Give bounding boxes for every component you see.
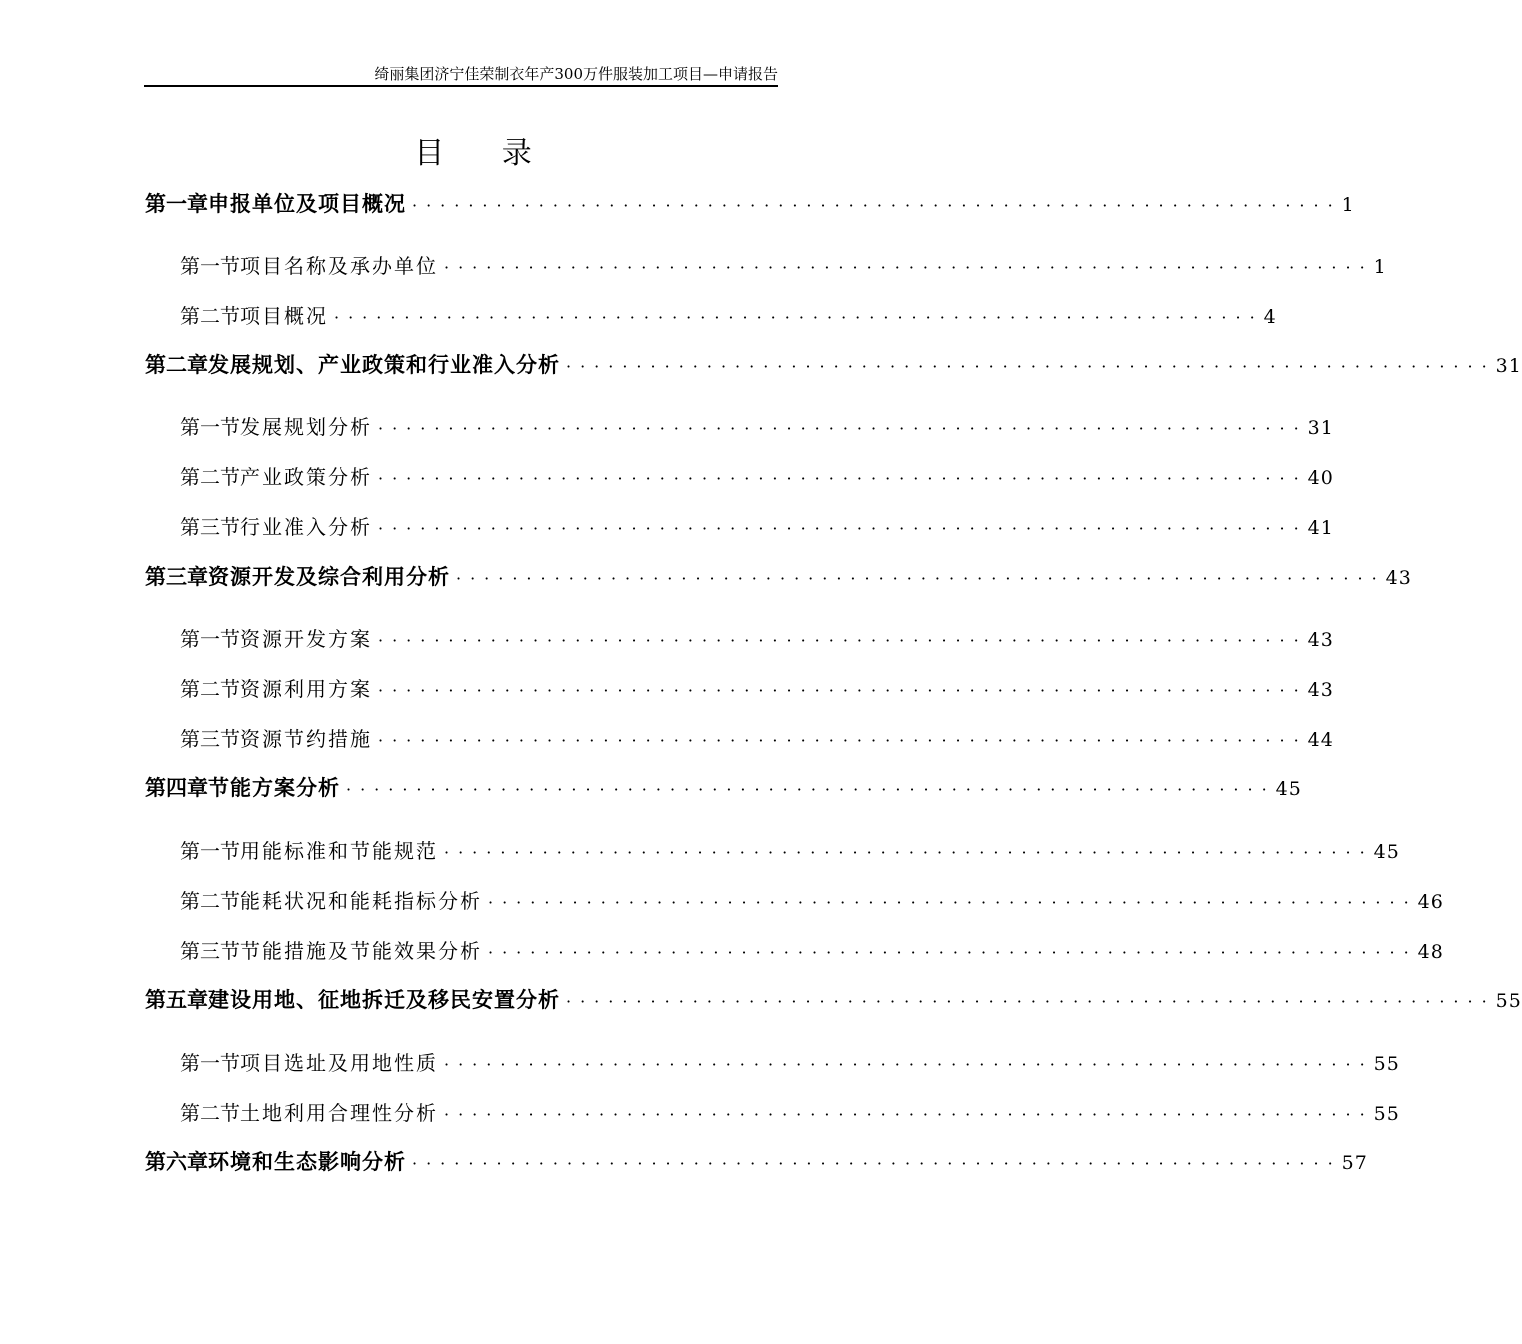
toc-entry-number: 第三节 [180, 515, 240, 539]
toc-entry-title: 用能标准和节能规范 [240, 839, 438, 863]
toc-chapter-entry[interactable] [145, 189, 1355, 219]
toc-entry-title: 土地利用合理性分析 [240, 1101, 438, 1125]
toc-leader-dots: ·································································· [566, 357, 1496, 376]
toc-page-number: 1 [1373, 256, 1387, 278]
toc-leader-dots: ·································································· [444, 1105, 1374, 1124]
toc-section-entry[interactable] [180, 1098, 1400, 1128]
toc-leader-dots: ·································································· [444, 843, 1374, 862]
toc-section-entry[interactable] [180, 886, 1444, 916]
toc-entry-title: 能耗状况和能耗指标分析 [240, 889, 482, 913]
header-rule [144, 85, 778, 87]
toc-section-entry[interactable] [180, 624, 1334, 654]
toc-section-entry[interactable] [180, 412, 1334, 442]
toc-page-number: 55 [1373, 1103, 1400, 1125]
toc-entry-number: 第二节 [180, 465, 240, 489]
toc-page-number: 43 [1307, 629, 1334, 651]
toc-section-entry[interactable] [180, 251, 1387, 281]
toc-entry-title: 资源利用方案 [240, 677, 372, 701]
toc-page-number: 45 [1275, 778, 1302, 800]
toc-leader-dots: ·································································· [378, 419, 1308, 438]
toc-chapter-entry[interactable] [145, 1147, 1368, 1177]
toc-page-number: 31 [1495, 355, 1522, 377]
toc-page-number: 57 [1341, 1152, 1368, 1174]
toc-section-entry[interactable] [180, 1048, 1400, 1078]
toc-leader-dots: ·································································· [412, 196, 1342, 215]
toc-page-number: 43 [1385, 567, 1412, 589]
toc-entry-number: 第三节 [180, 727, 240, 751]
toc-leader-dots: ·································································· [378, 681, 1308, 700]
toc-entry-title: 行业准入分析 [240, 515, 372, 539]
toc-entry-number: 第一节 [180, 415, 240, 439]
toc-leader-dots: ·································································· [378, 519, 1308, 538]
toc-entry-title: 建设用地、征地拆迁及移民安置分析 [208, 987, 560, 1012]
toc-leader-dots: ·································································· [334, 308, 1264, 327]
toc-section-entry[interactable] [180, 512, 1334, 542]
toc-entry-number: 第一节 [180, 627, 240, 651]
toc-entry-number: 第二节 [180, 304, 240, 328]
toc-entry-title: 环境和生态影响分析 [208, 1149, 406, 1174]
toc-section-entry[interactable] [180, 301, 1277, 331]
toc-entry-title: 项目概况 [240, 304, 328, 328]
toc-entry-title: 项目名称及承办单位 [240, 254, 438, 278]
toc-entry-number: 第五章 [145, 987, 208, 1012]
toc-entry-number: 第一节 [180, 839, 240, 863]
toc-entry-number: 第二章 [145, 352, 208, 377]
toc-section-entry[interactable] [180, 936, 1444, 966]
toc-page-number: 55 [1495, 990, 1522, 1012]
toc-section-entry[interactable] [180, 836, 1400, 866]
toc-leader-dots: ·································································· [444, 258, 1374, 277]
toc-entry-title: 申报单位及项目概况 [208, 191, 406, 216]
toc-entry-title: 节能方案分析 [208, 775, 340, 800]
toc-entry-title: 资源节约措施 [240, 727, 372, 751]
toc-entry-number: 第二节 [180, 889, 240, 913]
toc-page-number: 43 [1307, 679, 1334, 701]
toc-entry-title: 发展规划分析 [240, 415, 372, 439]
toc-entry-number: 第二节 [180, 677, 240, 701]
toc-leader-dots: ·································································· [378, 631, 1308, 650]
toc-leader-dots: ·································································· [456, 569, 1386, 588]
toc-entry-number: 第一节 [180, 254, 240, 278]
toc-page-number: 45 [1373, 841, 1400, 863]
page-header: 绮丽集团济宁佳荣制衣年产300万件服装加工项目—申请报告 [374, 65, 778, 83]
toc-leader-dots: ·································································· [378, 469, 1308, 488]
toc-leader-dots: ·································································· [412, 1154, 1342, 1173]
toc-page-number: 40 [1307, 467, 1334, 489]
toc-page-number: 55 [1373, 1053, 1400, 1075]
toc-leader-dots: ·································································· [488, 893, 1418, 912]
toc-page-number: 41 [1307, 517, 1334, 539]
toc-chapter-entry[interactable] [145, 562, 1412, 592]
toc-leader-dots: ·································································· [444, 1055, 1374, 1074]
toc-entry-title: 产业政策分析 [240, 465, 372, 489]
toc-title: 目 录 [414, 136, 556, 171]
toc-entry-number: 第三节 [180, 939, 240, 963]
toc-leader-dots: ·································································· [346, 780, 1276, 799]
toc-leader-dots: ·································································· [488, 943, 1418, 962]
toc-chapter-entry[interactable] [145, 350, 1522, 380]
toc-section-entry[interactable] [180, 462, 1334, 492]
toc-entry-title: 节能措施及节能效果分析 [240, 939, 482, 963]
toc-entry-number: 第四章 [145, 775, 208, 800]
toc-entry-number: 第一节 [180, 1051, 240, 1075]
toc-entry-title: 资源开发及综合利用分析 [208, 564, 450, 589]
toc-page-number: 48 [1417, 941, 1444, 963]
toc-leader-dots: ·································································· [378, 731, 1308, 750]
toc-page-number: 44 [1307, 729, 1334, 751]
toc-entry-number: 第二节 [180, 1101, 240, 1125]
toc-page-number: 4 [1263, 306, 1277, 328]
toc-entry-number: 第一章 [145, 191, 208, 216]
toc-entry-title: 发展规划、产业政策和行业准入分析 [208, 352, 560, 377]
toc-section-entry[interactable] [180, 724, 1334, 754]
toc-entry-number: 第六章 [145, 1149, 208, 1174]
toc-entry-title: 项目选址及用地性质 [240, 1051, 438, 1075]
toc-chapter-entry[interactable] [145, 985, 1522, 1015]
toc-leader-dots: ·································································· [566, 992, 1496, 1011]
toc-section-entry[interactable] [180, 674, 1334, 704]
toc-entry-title: 资源开发方案 [240, 627, 372, 651]
toc-page-number: 31 [1307, 417, 1334, 439]
toc-page-number: 46 [1417, 891, 1444, 913]
toc-entry-number: 第三章 [145, 564, 208, 589]
toc-page-number: 1 [1341, 194, 1355, 216]
toc-chapter-entry[interactable] [145, 773, 1302, 803]
